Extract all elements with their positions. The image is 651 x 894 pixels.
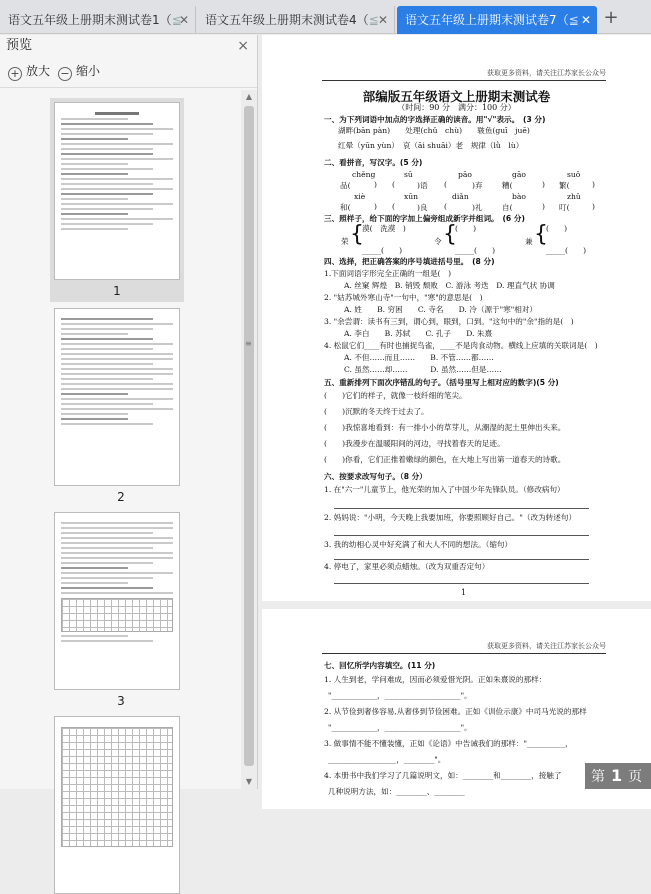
blank-word: ( (392, 202, 395, 211)
writing-grid (61, 727, 173, 847)
blank-word: 糟( (502, 181, 513, 190)
blank-word: )礼 (472, 203, 483, 212)
page-indicator (585, 763, 651, 789)
tab-label: 语文五年级上册期末测试卷7（ (405, 13, 569, 27)
question-options: C. 虽然……却…… D. 虽然……但是…… (344, 365, 502, 374)
thumbnail-page-number: 2 (117, 490, 125, 504)
tab-exam-4[interactable] (197, 6, 395, 34)
tab-label: 语文五年级上册期末测试卷1（ (8, 13, 172, 27)
page-title: 部编版五年级语文上册期末测试卷 (362, 89, 551, 104)
blank-word: )语 (417, 181, 428, 190)
thumbnail-page-number: 1 (113, 284, 121, 298)
brace-icon: { (350, 222, 364, 247)
zoom-in-label: 放大 (26, 64, 51, 78)
pinyin: chěng (352, 170, 376, 179)
close-icon[interactable]: ✕ (178, 13, 189, 27)
section-heading: 五、重新排列下面次序错乱的句子。（括号里写上相对应的数字)(5 分) (324, 378, 559, 387)
close-icon[interactable]: ✕ (580, 13, 591, 27)
section-heading: 三、照样子，给下面的字加上偏旁组成新字并组词。 (6 分) (324, 214, 525, 223)
thumbnail-list (0, 90, 240, 789)
page-thumbnail[interactable] (54, 512, 188, 708)
question-line: 4. 本册书中我们学习了几篇说明文，如：________和________，接触了 (324, 771, 562, 780)
blank-word: 和( (340, 203, 351, 212)
close-icon[interactable]: ✕ (377, 13, 388, 27)
section-heading: 七、回忆所学内容填空。(11 分) (324, 661, 436, 670)
question-line: ( )它们的样子，就像一枝纤细的笔尖。 (324, 391, 467, 400)
preview-title: 预览 (6, 38, 33, 53)
preview-scrollbar[interactable] (241, 90, 257, 789)
blank-word: ) (374, 202, 377, 211)
thumbnail-image (54, 716, 180, 894)
zoom-out-button[interactable] (58, 57, 100, 85)
preview-header (0, 35, 257, 57)
question-line: ( )我惊喜地看到：有一排小小的草芽儿，从潮湿的泥土里伸出头来。 (324, 423, 566, 432)
answer-line (334, 535, 589, 536)
blank-word: ) (542, 180, 545, 189)
question-options: A. 丝窠 辉煌 B. 销毁 颓败 C. 游泳 考迭 D. 理直气状 协调 (344, 281, 555, 290)
document-view[interactable] (259, 35, 651, 796)
zoom-out-label: 缩小 (76, 64, 101, 78)
brace-icon: { (443, 222, 457, 247)
blank-word: 品( (340, 181, 351, 190)
divider (0, 87, 257, 88)
section-heading: 一、为下列词语中加点的字选择正确的读音。用"√"表示。 (3 分) (324, 115, 546, 124)
question-line: 红晕（yūn yùn） 哀（āi shuāi）老 规律（lǜ lù） (338, 141, 524, 150)
tab-bar (0, 0, 651, 34)
page-indicator-suffix: 页 (628, 769, 643, 785)
question-line: 4. 松鼠它们____有时也捕捉鸟雀，____不是肉食动物。横线上应填的关联词是( ) (324, 341, 598, 350)
question-line: ( )我漫步在温暖阳间的河边，寻找着春天的足迹。 (324, 439, 505, 448)
pinyin: zhǔ (567, 192, 581, 201)
pinyin: pāo (458, 170, 472, 179)
question-line: 1.下面词语字形完全正确的一组是( ) (324, 269, 452, 278)
radical-char: 荣 (341, 237, 349, 246)
radical-char: 令 (434, 237, 442, 246)
answer-line (334, 508, 589, 509)
document-page: 获取更多资料，请关注江苏家长公众号 部编版五年级语文上册期末测试卷 （时间：90 分 满分：100 分） 一、为下列词语中加点的字选择正确的读音。用"√"表示。 (3 分) 湖畔(bān pàn) 处理(chǔ chù) 皲鱼(guī juē) 红晕（yūn yùn） 哀（āi shuāi）老 规律（lǜ lù） 二、看拼音，写汉字。(5 分) chěng sū pāo gāo suǒ 品( ) ( )语 ( )弃 糟( ) 繁( ) xiè xūn diǎn bào zhǔ 和( ) ( )良 ( )礼 自( ) 叮( ) 三、照样子，给下面的字加上偏旁组成新字并组词。 (6 分) 荣 { 漠( 洗漠 ) _____( ) 令 { ( ) _____( ) 兼 { ( ) _____( ) 四、选择，把正确答案的序号填进括号里。 (8 分) 1.下面词语字形完全正确的一组是( ) A. 丝窠 辉煌 B. 销毁 颓败 C. 游泳 考迭 D. 理直气状 协调 2. "姑苏城外寒山寺"一句中，"寒"的意思是( ) A. 姓 B. 穷困 C. 寺名 D. 冷（源于"寒"相对） 3. "余尝谓：读书有三到，谓心到，眼到，口到。"这句中的"余"指的是( ) A. 李白 B. 苏轼 C. 孔子 D. 朱熹 4. 松鼠它们____有时也捕捉鸟雀，____不是肉食动物。横线上应填的关联词是( ) A. 不但……而且…… B. 不管……都…… C. 虽然……却…… D. 虽然……但是…… 五、重新排列下面次序错乱的句子。（括号里写上相对应的数字)(5 分) ( )它们的样子，就像一枝纤细的笔尖。 ( )沉默的冬天终于过去了。 ( )我惊喜地看到：有一排小小的草芽儿，从潮湿的泥土里伸出头来。 ( )我漫步在温暖阳间的河边，寻找着春天的足迹。 ( )你看，它们正推着嫩绿的颜色，在大地上写出第一道春天的诗歌。 六、按要求改写句子。（8 分） 1. 在"六一"儿童节上，他光荣的加入了中国少年先锋队员。（修改病句） 2. 妈妈说："小明，今天晚上我要加班，你要照顾好自己。"（改为转述句） 3. 我的幼相心灵中好充满了和大人不同的想法。（缩句） 4. 停电了，家里必须点蜡烛。（改为双重否定句） 1 (262, 35, 651, 601)
question-line: "____________，____________________"。 (328, 691, 472, 700)
blank-word: ( ) (546, 224, 568, 233)
page-thumbnail[interactable] (54, 716, 188, 894)
tab-exam-7-active[interactable] (397, 6, 597, 34)
brace-icon: { (534, 222, 548, 247)
question-line: ( )沉默的冬天终于过去了。 (324, 407, 429, 416)
question-line: 几种说明方法，如：________、________ (328, 787, 465, 796)
pinyin: xūn (404, 192, 419, 201)
blank-word: 繁( (559, 181, 570, 190)
preview-toolbar (0, 57, 257, 85)
blank-word: ) (374, 180, 377, 189)
pinyin: diǎn (452, 192, 469, 201)
tab-label: 语文五年级上册期末测试卷4（ (205, 13, 369, 27)
answer-line (334, 583, 589, 584)
question-line: 2. 妈妈说："小明，今天晚上我要加班，你要照顾好自己。"（改为转述句） (324, 513, 577, 522)
new-tab-icon[interactable]: + (603, 7, 619, 28)
blank-word: 叮( (559, 203, 570, 212)
page-thumbnail[interactable] (54, 308, 188, 504)
pinyin: sū (404, 170, 413, 179)
tab-exam-1[interactable] (0, 6, 196, 34)
tab-fade-glyph: ≦ (368, 13, 379, 27)
page-indicator-number: 1 (611, 766, 623, 785)
page-subtitle: （时间：90 分 满分：100 分） (397, 103, 516, 112)
question-options: A. 不但……而且…… B. 不管……都…… (344, 353, 494, 362)
blank-word: ( (444, 202, 447, 211)
scrollbar-thumb[interactable] (244, 106, 254, 766)
question-line: 3. 我的幼相心灵中好充满了和大人不同的想法。（缩句） (324, 540, 513, 549)
blank-word: )良 (417, 203, 428, 212)
tab-fade-glyph: ≦ (568, 13, 579, 27)
zoom-in-icon: + (8, 67, 22, 81)
preview-panel (0, 35, 258, 789)
page-number: 1 (461, 588, 467, 597)
thumbnail-image (54, 102, 180, 280)
question-line: 4. 停电了，家里必须点蜡烛。（改为双重否定句） (324, 562, 490, 571)
thumbnail-image (54, 512, 180, 690)
thumbnail-image (54, 308, 180, 486)
blank-word: ( (392, 180, 395, 189)
question-line: 1. 在"六一"儿童节上，他光荣的加入了中国少年先锋队员。（修改病句） (324, 485, 565, 494)
grip-icon: ≡ (245, 339, 252, 348)
question-line: __________________，________"。 (328, 755, 446, 764)
pinyin: bào (512, 192, 526, 201)
question-line: 3. "余尝谓：读书有三到，谓心到，眼到，口到。"这句中的"余"指的是( ) (324, 317, 574, 326)
question-line: 湖畔(bān pàn) 处理(chǔ chù) 皲鱼(guī juē) (338, 126, 530, 135)
close-icon[interactable]: × (237, 38, 249, 54)
question-line: ( )你看，它们正推着嫩绿的颜色，在大地上写出第一道春天的诗歌。 (324, 455, 566, 464)
blank-word: ) (592, 202, 595, 211)
scroll-down-icon[interactable]: ▼ (245, 777, 253, 786)
blank-word: )弃 (472, 181, 483, 190)
zoom-in-button[interactable] (8, 57, 50, 85)
writing-grid (61, 598, 173, 632)
question-line: 3. 做事情不能不懂装懂，正如《论语》中告诫我们的那样："__________， (324, 739, 573, 748)
page-indicator-prefix: 第 (591, 769, 605, 785)
radical-char: 兼 (525, 237, 533, 246)
question-line: 1. 人生到老，学问难成，因而必须爱惜光阴。正如朱熹说的那样： (324, 675, 547, 684)
thumbnail-page-number: 3 (117, 694, 125, 708)
pinyin: xiè (354, 192, 366, 201)
blank-word: ) (592, 180, 595, 189)
pinyin: gāo (512, 170, 526, 179)
sample-word: 漠( 洗漠 ) (362, 224, 406, 233)
blank-word: ( ) (455, 224, 477, 233)
blank-word: 自( (502, 203, 513, 212)
question-line: "____________，____________________"。 (328, 723, 472, 732)
header-note: 获取更多资料，请关注江苏家长公众号 (322, 68, 606, 81)
question-options: A. 姓 B. 穷困 C. 寺名 D. 冷（源于"寒"相对） (344, 305, 537, 314)
section-heading: 四、选择，把正确答案的序号填进括号里。 (8 分) (324, 257, 495, 266)
question-line: 2. "姑苏城外寒山寺"一句中，"寒"的意思是( ) (324, 293, 483, 302)
zoom-out-icon: − (58, 67, 72, 81)
pinyin: suǒ (567, 170, 581, 179)
header-note: 获取更多资料，请关注江苏家长公众号 (322, 641, 606, 654)
answer-line (334, 559, 589, 560)
question-line: 2. 从节俭到奢侈容易,从奢侈到节俭困难。正如《训俭示康》中司马光说的那样 (324, 707, 587, 716)
blank-word: ) (542, 202, 545, 211)
tab-fade-glyph: ≦ (171, 13, 182, 27)
blank-word: ( (444, 180, 447, 189)
scroll-up-icon[interactable]: ▲ (245, 92, 253, 101)
question-options: A. 李白 B. 苏轼 C. 孔子 D. 朱熹 (344, 329, 493, 338)
section-heading: 六、按要求改写句子。（8 分） (324, 472, 427, 481)
page-thumbnail[interactable] (50, 98, 184, 302)
section-heading: 二、看拼音，写汉字。(5 分) (324, 158, 423, 167)
